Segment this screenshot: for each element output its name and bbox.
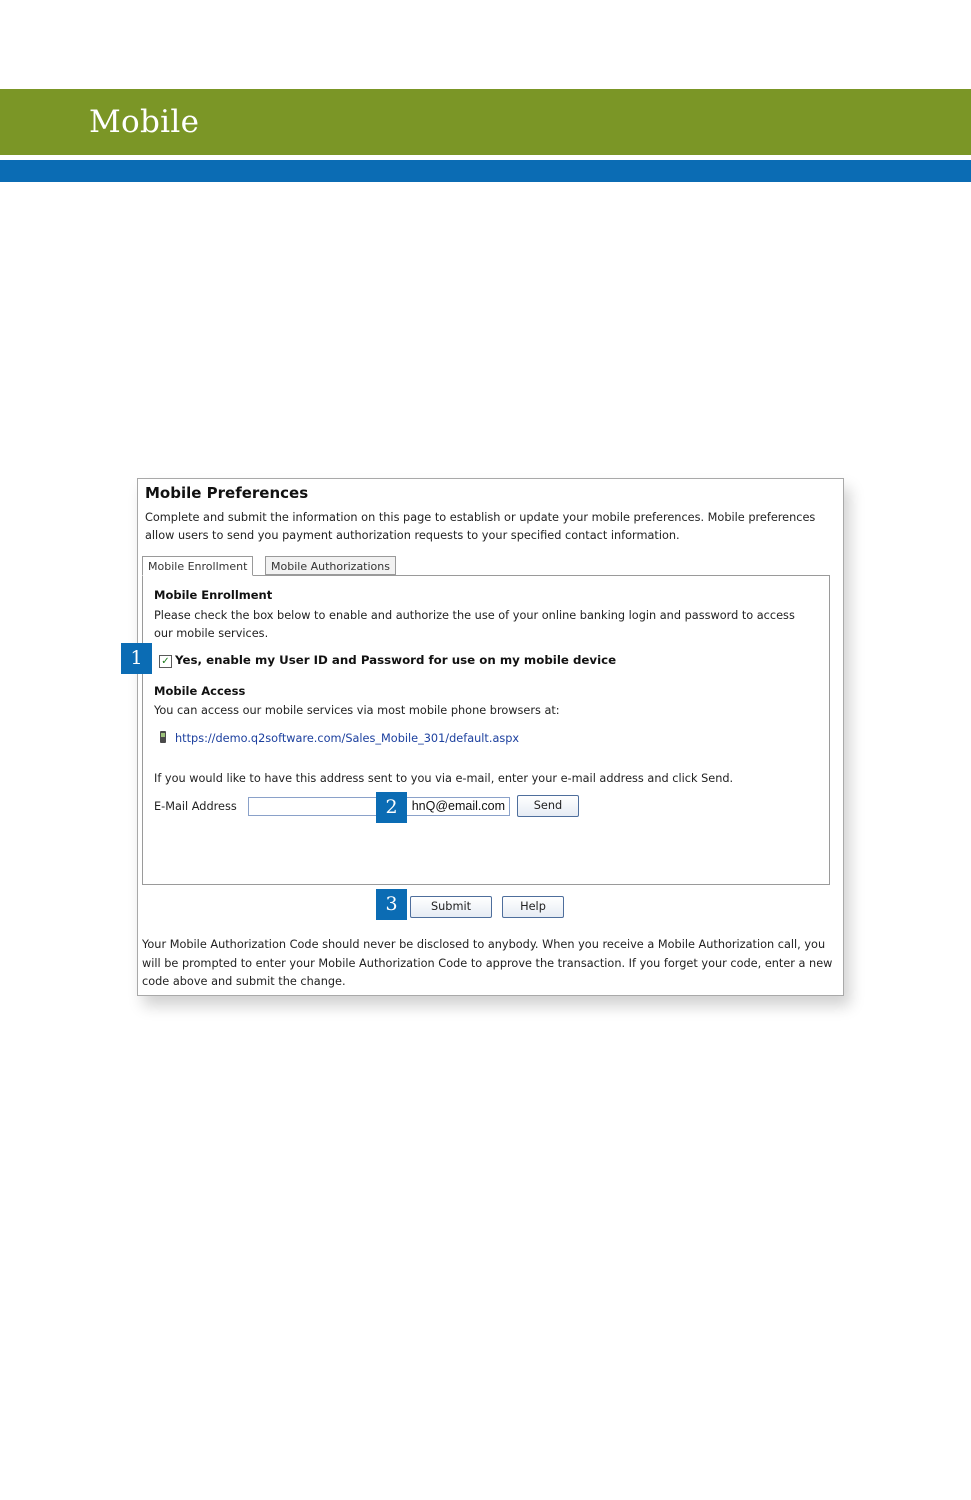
mobile-access-text: You can access our mobile services via most mobile phone browsers at: [154,704,560,717]
enrollment-text: Please check the box below to enable and authorize the use of your online banking login and password to access our mobile services. [154,609,795,640]
header-accent-bar [0,160,971,182]
page-title: Mobile [89,104,200,140]
mobile-access-title: Mobile Access [154,684,246,698]
help-button[interactable]: Help [502,896,564,918]
enrollment-title: Mobile Enrollment [154,588,273,602]
tab-mobile-authorizations[interactable]: Mobile Authorizations [265,556,396,575]
callout-3: 3 [376,889,407,920]
mobile-phone-icon [160,731,166,743]
callout-2: 2 [376,792,407,823]
mobile-site-link[interactable]: https://demo.q2software.com/Sales_Mobile_301/default.aspx [175,732,520,745]
enable-mobile-label[interactable]: Yes, enable my User ID and Password for use on my mobile device [175,653,617,667]
footer-note: Your Mobile Authorization Code should never be disclosed to anybody. When you receive a Mobile Authorization call, you will be prompted to enter your Mobile Authorization Code to approve the transaction. If you forget your code, enter a new code above and submit the change. [142,938,833,988]
callout-1: 1 [121,643,152,674]
mobile-preferences-panel [137,478,844,996]
send-button[interactable]: Send [517,795,579,817]
tab-mobile-enrollment[interactable]: Mobile Enrollment [142,556,253,576]
enable-mobile-checkbox[interactable]: ✓ [159,655,172,668]
panel-intro: Complete and submit the information on this page to establish or update your mobile preferences. Mobile preferences allow users to send you payment authorization requests to your specified contact information. [145,511,816,542]
email-prompt: If you would like to have this address sent to you via e-mail, enter your e-mail address and click Send. [154,772,734,785]
email-input[interactable]: hnQ@email.com [248,797,510,816]
panel-title: Mobile Preferences [145,484,309,502]
email-label: E-Mail Address [154,800,237,813]
submit-button[interactable]: Submit [410,896,492,918]
tab-content [142,575,830,885]
